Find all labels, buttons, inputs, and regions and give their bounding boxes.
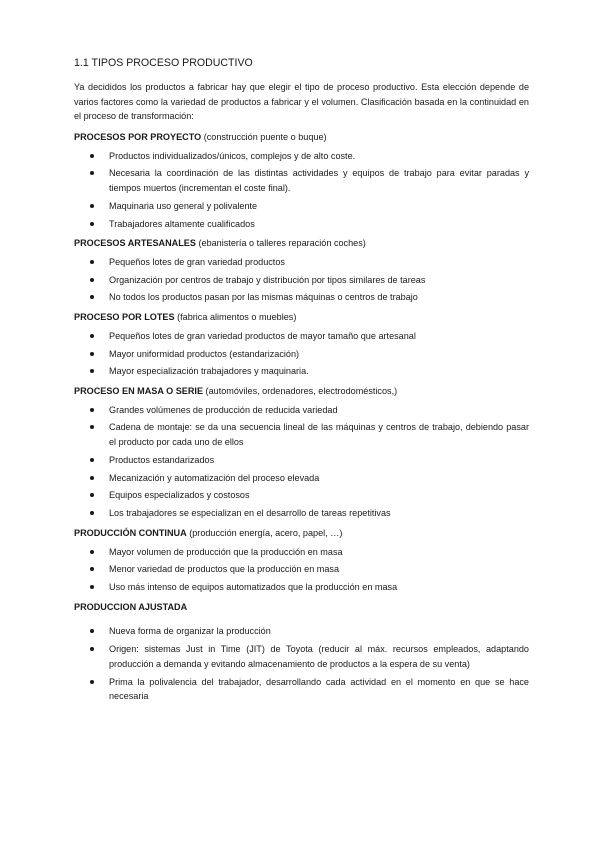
list-item xyxy=(74,290,529,305)
list-item-text: Los trabajadores se especializan en el desarrollo de tareas repetitivas xyxy=(109,508,391,519)
section-heading-label: PRODUCCIÓN CONTINUA xyxy=(74,527,187,538)
section-produccion-continua xyxy=(74,526,529,595)
bullet-icon xyxy=(90,369,94,373)
list-item-text: Productos individualizados/únicos, complejos y de alto coste. xyxy=(109,150,356,161)
list-item xyxy=(74,199,529,214)
list-item xyxy=(74,471,529,486)
bullet-icon xyxy=(90,425,94,429)
list-item-text: Productos estandarizados xyxy=(109,454,215,465)
bullet-icon xyxy=(90,458,94,462)
section-heading xyxy=(74,526,529,541)
list-item-text: Necesaria la coordinación de las distintas actividades y equipos de trabajo para evitar paradas y tiempos muertos (incrementan el coste final). xyxy=(109,168,529,194)
bullet-list xyxy=(74,255,529,305)
section-heading xyxy=(74,130,529,145)
list-item xyxy=(74,166,529,195)
section-heading-label: PROCESO POR LOTES xyxy=(74,312,175,323)
section-heading-label: PROCESOS ARTESANALES xyxy=(74,238,196,249)
bullet-icon xyxy=(90,278,94,282)
section-heading-note: (construcción puente o buque) xyxy=(201,131,327,142)
list-item-text: No todos los productos pasan por las mismas máquinas o centros de trabajo xyxy=(109,292,418,303)
list-item-text: Mayor especialización trabajadores y maquinaria. xyxy=(109,366,309,377)
section-produccion-ajustada xyxy=(74,600,529,704)
bullet-icon xyxy=(90,629,94,633)
bullet-icon xyxy=(90,680,94,684)
list-item-text: Maquinaria uso general y polivalente xyxy=(109,200,258,211)
list-item-text: Grandes volúmenes de producción de reducida variedad xyxy=(109,404,338,415)
section-heading-note: (automóviles, ordenadores, electrodomésticos,) xyxy=(203,386,398,397)
section-heading-note: (fabrica alimentos o muebles) xyxy=(174,312,297,323)
bullet-list xyxy=(74,329,529,379)
list-item xyxy=(74,364,529,379)
bullet-icon xyxy=(90,476,94,480)
section-heading-label: PRODUCCION AJUSTADA xyxy=(74,601,188,612)
bullet-icon xyxy=(90,511,94,515)
section-heading xyxy=(74,600,529,615)
list-item xyxy=(74,642,529,671)
list-item-text: Uso más intenso de equipos automatizados que la producción en masa xyxy=(109,581,398,592)
list-item-text: Organización por centros de trabajo y distribución por tipos similares de tareas xyxy=(109,274,426,285)
bullet-icon xyxy=(90,408,94,412)
list-item-text: Origen: sistemas Just in Time (JIT) de Toyota (reducir al máx. recursos empleados, adaptando producción a demanda y evitando almacenamiento de productos a la espera de su venta) xyxy=(109,644,529,669)
list-item-text: Mayor uniformidad productos (estandarización) xyxy=(109,348,300,359)
list-item xyxy=(74,488,529,503)
section-heading xyxy=(74,384,529,399)
list-item xyxy=(74,506,529,521)
bullet-list xyxy=(74,403,529,521)
bullet-icon xyxy=(90,352,94,356)
bullet-list xyxy=(74,545,529,595)
section-procesos-por-proyecto xyxy=(74,130,529,231)
section-heading xyxy=(74,236,529,251)
bullet-icon xyxy=(90,647,94,651)
list-item xyxy=(74,149,529,164)
list-item xyxy=(74,255,529,270)
section-proceso-en-masa xyxy=(74,384,529,521)
list-item xyxy=(74,675,529,704)
section-proceso-por-lotes xyxy=(74,310,529,379)
bullet-icon xyxy=(90,493,94,497)
document-page xyxy=(74,56,529,709)
bullet-icon xyxy=(90,260,94,264)
list-item-text: Cadena de montaje: se da una secuencia lineal de las máquinas y centros de trabajo, debiendo pasar el producto por cada uno de ellos xyxy=(109,422,529,448)
bullet-icon xyxy=(90,204,94,208)
list-item xyxy=(74,217,529,232)
list-item xyxy=(74,545,529,560)
bullet-icon xyxy=(90,585,94,589)
list-item xyxy=(74,347,529,362)
list-item xyxy=(74,580,529,595)
list-item xyxy=(74,329,529,344)
list-item-text: Equipos especializados y costosos xyxy=(109,490,250,501)
list-item-text: Pequeños lotes de gran variedad productos de mayor tamaño que artesanal xyxy=(109,330,416,341)
bullet-icon xyxy=(90,171,94,175)
list-item-text: Pequeños lotes de gran variedad productos xyxy=(109,257,285,268)
section-heading-label: PROCESOS POR PROYECTO xyxy=(74,131,202,142)
list-item-text: Prima la polivalencia del trabajador, desarrollando cada actividad en el momento en que se hace necesaria xyxy=(109,676,529,702)
list-item-text: Nueva forma de organizar la producción xyxy=(109,626,271,637)
list-item-text: Trabajadores altamente cualificados xyxy=(109,218,255,229)
bullet-icon xyxy=(90,295,94,299)
bullet-icon xyxy=(90,222,94,226)
document-title: 1.1 TIPOS PROCESO PRODUCTIVO xyxy=(74,57,253,69)
bullet-icon xyxy=(90,567,94,571)
section-heading xyxy=(74,310,529,325)
bullet-list xyxy=(74,624,529,704)
bullet-icon xyxy=(90,550,94,554)
list-item xyxy=(74,273,529,288)
list-item xyxy=(74,403,529,418)
bullet-list xyxy=(74,149,529,232)
list-item-text: Menor variedad de productos que la producción en masa xyxy=(109,564,340,575)
list-item xyxy=(74,562,529,577)
list-item-text: Mayor volumen de producción que la producción en masa xyxy=(109,546,343,557)
section-heading-label: PROCESO EN MASA O SERIE xyxy=(74,386,204,397)
intro-paragraph: Ya decididos los productos a fabricar hay que elegir el tipo de proceso productivo. Esta elección depende de varios factores como la variedad de productos a fabricar y el volumen. Clasificación basada en la continuidad en el proceso de transformación: xyxy=(74,81,529,122)
section-heading-note: (producción energía, acero, papel, …) xyxy=(186,527,343,538)
bullet-icon xyxy=(90,334,94,338)
list-item xyxy=(74,453,529,468)
list-item xyxy=(74,420,529,449)
section-heading-note: (ebanistería o talleres reparación coches) xyxy=(195,238,366,249)
list-item-text: Mecanización y automatización del proceso elevada xyxy=(109,472,320,483)
section-procesos-artesanales xyxy=(74,236,529,305)
list-item xyxy=(74,624,529,639)
bullet-icon xyxy=(90,154,94,158)
